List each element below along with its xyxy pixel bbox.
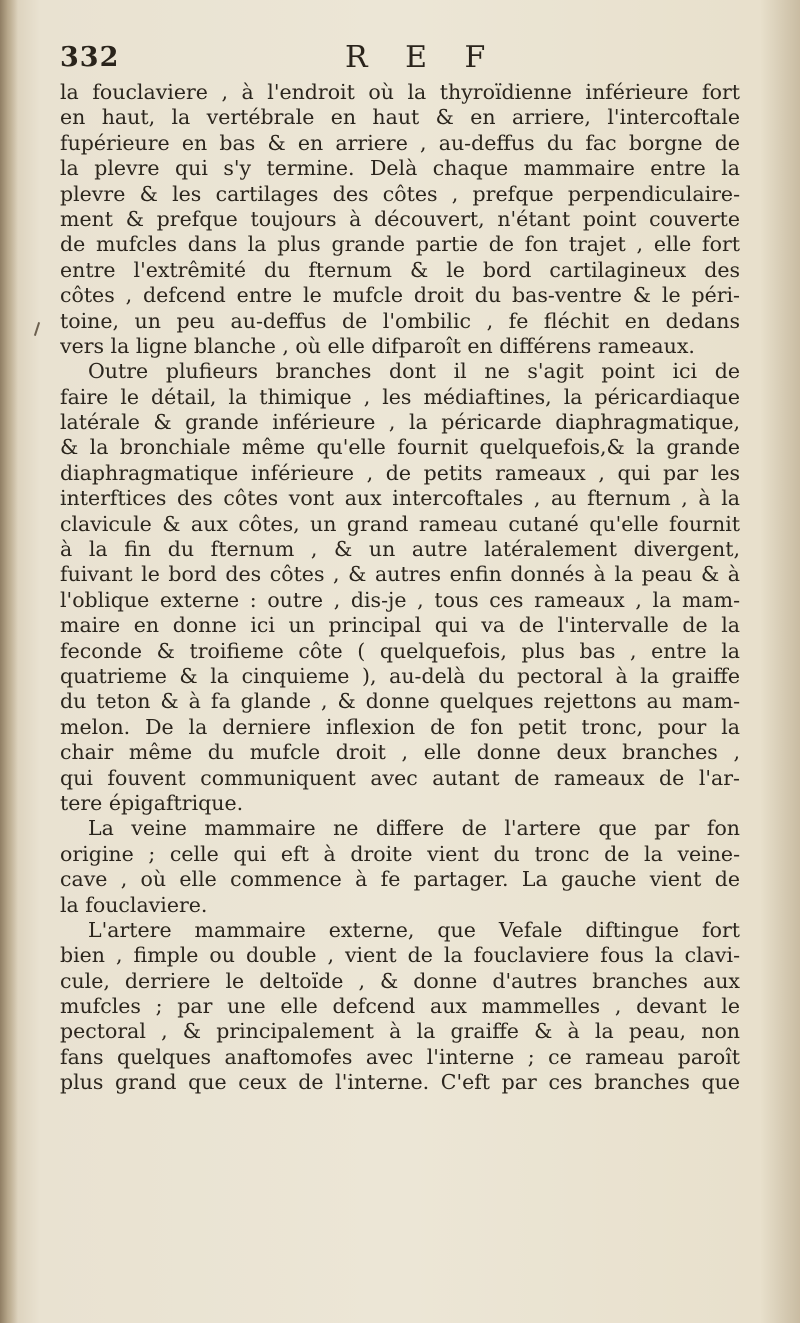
text-line: fans quelques anaftomofes avec l'interne ; ce rameau paroît bbox=[60, 1044, 740, 1069]
text-line: la fouclaviere. bbox=[60, 892, 208, 917]
text-line: tere épigaftrique. bbox=[60, 790, 244, 815]
text-line: chair même du mufcle droit , elle donne deux branches , bbox=[60, 740, 740, 765]
text-line: plevre & les cartilages des côtes , prefque perpendiculaire- bbox=[60, 181, 740, 206]
text-line: maire en donne ici un principal qui va de l'intervalle de la bbox=[60, 613, 740, 638]
text-line: clavicule & aux côtes, un grand rameau cutané qu'elle fournit bbox=[60, 511, 740, 536]
text-line: La veine mammaire ne differe de l'artere que par fon bbox=[88, 816, 740, 841]
text-line: origine ; celle qui eft à droite vient du tronc de la veine- bbox=[60, 841, 740, 866]
text-line: L'artere mammaire externe, que Vefale diftingue fort bbox=[88, 917, 740, 942]
page-spine-shadow bbox=[0, 0, 18, 1323]
text-line: fupérieure en bas & en arriere , au-deffus du fac borgne de bbox=[60, 130, 740, 155]
text-line: la fouclaviere , à l'endroit où la thyroïdienne inférieure fort bbox=[60, 80, 740, 104]
text-line: ment & prefque toujours à découvert, n'étant point couverte bbox=[60, 206, 740, 231]
text-line: diaphragmatique inférieure , de petits rameaux , qui par les bbox=[60, 460, 740, 485]
text-line: Outre plufieurs branches dont il ne s'agit point ici de bbox=[88, 359, 740, 384]
text-line: pectoral , & principalement à la graiffe & à la peau, non bbox=[60, 1019, 740, 1044]
text-line: qui fouvent communiquent avec autant de rameaux de l'ar- bbox=[60, 765, 740, 790]
text-line: interftices des côtes vont aux intercoftales , au fternum , à la bbox=[60, 486, 740, 511]
text-line: entre l'extrêmité du fternum & le bord cartilagineux des bbox=[60, 257, 740, 282]
text-line: à la fin du fternum , & un autre latéralement divergent, bbox=[60, 537, 740, 562]
margin-pencil-mark bbox=[34, 322, 40, 336]
text-line: la plevre qui s'y termine. Delà chaque mammaire entre la bbox=[60, 156, 740, 181]
body-text bbox=[60, 80, 740, 1096]
text-line: toine, un peu au-deffus de l'ombilic , fe fléchit en dedans bbox=[60, 308, 740, 333]
text-line: bien , fimple ou double , vient de la fouclaviere fous la clavi- bbox=[60, 943, 740, 968]
text-line: l'oblique externe : outre , dis-je , tous ces rameaux , la mam- bbox=[60, 587, 740, 612]
text-line: fuivant le bord des côtes , & autres enfin donnés à la peau & à bbox=[60, 562, 740, 587]
text-line: cule, derriere le deltoïde , & donne d'autres branches aux bbox=[60, 968, 740, 993]
text-line: melon. De la derniere inflexion de fon petit tronc, pour la bbox=[60, 714, 740, 739]
page-number: 332 bbox=[60, 42, 120, 73]
running-head: R E F bbox=[345, 40, 500, 75]
text-line: plus grand que ceux de l'interne. C'eft par ces branches que bbox=[60, 1070, 740, 1095]
text-line: de mufcles dans la plus grande partie de fon trajet , elle fort bbox=[60, 232, 740, 257]
text-line: en haut, la vertébrale en haut & en arriere, l'intercoftale bbox=[60, 105, 740, 130]
text-line: faire le détail, la thimique , les médiaftines, la péricardiaque bbox=[60, 384, 740, 409]
text-line: quatrieme & la cinquieme ), au-delà du pectoral à la graiffe bbox=[60, 663, 740, 688]
text-line: côtes , defcend entre le mufcle droit du bas-ventre & le péri- bbox=[60, 283, 740, 308]
page-header bbox=[60, 42, 740, 82]
text-line: du teton & à fa glande , & donne quelques rejettons au mam- bbox=[60, 689, 740, 714]
text-line: latérale & grande inférieure , la péricarde diaphragmatique, bbox=[60, 410, 740, 435]
text-line: vers la ligne blanche , où elle difparoît en différens rameaux. bbox=[60, 333, 695, 358]
text-line: mufcles ; par une elle defcend aux mammelles , devant le bbox=[60, 994, 740, 1019]
text-line: feconde & troifieme côte ( quelquefois, plus bas , entre la bbox=[60, 638, 740, 663]
text-line: & la bronchiale même qu'elle fournit quelquefois,& la grande bbox=[60, 435, 740, 460]
text-line: cave , où elle commence à fe partager. La gauche vient de bbox=[60, 867, 740, 892]
